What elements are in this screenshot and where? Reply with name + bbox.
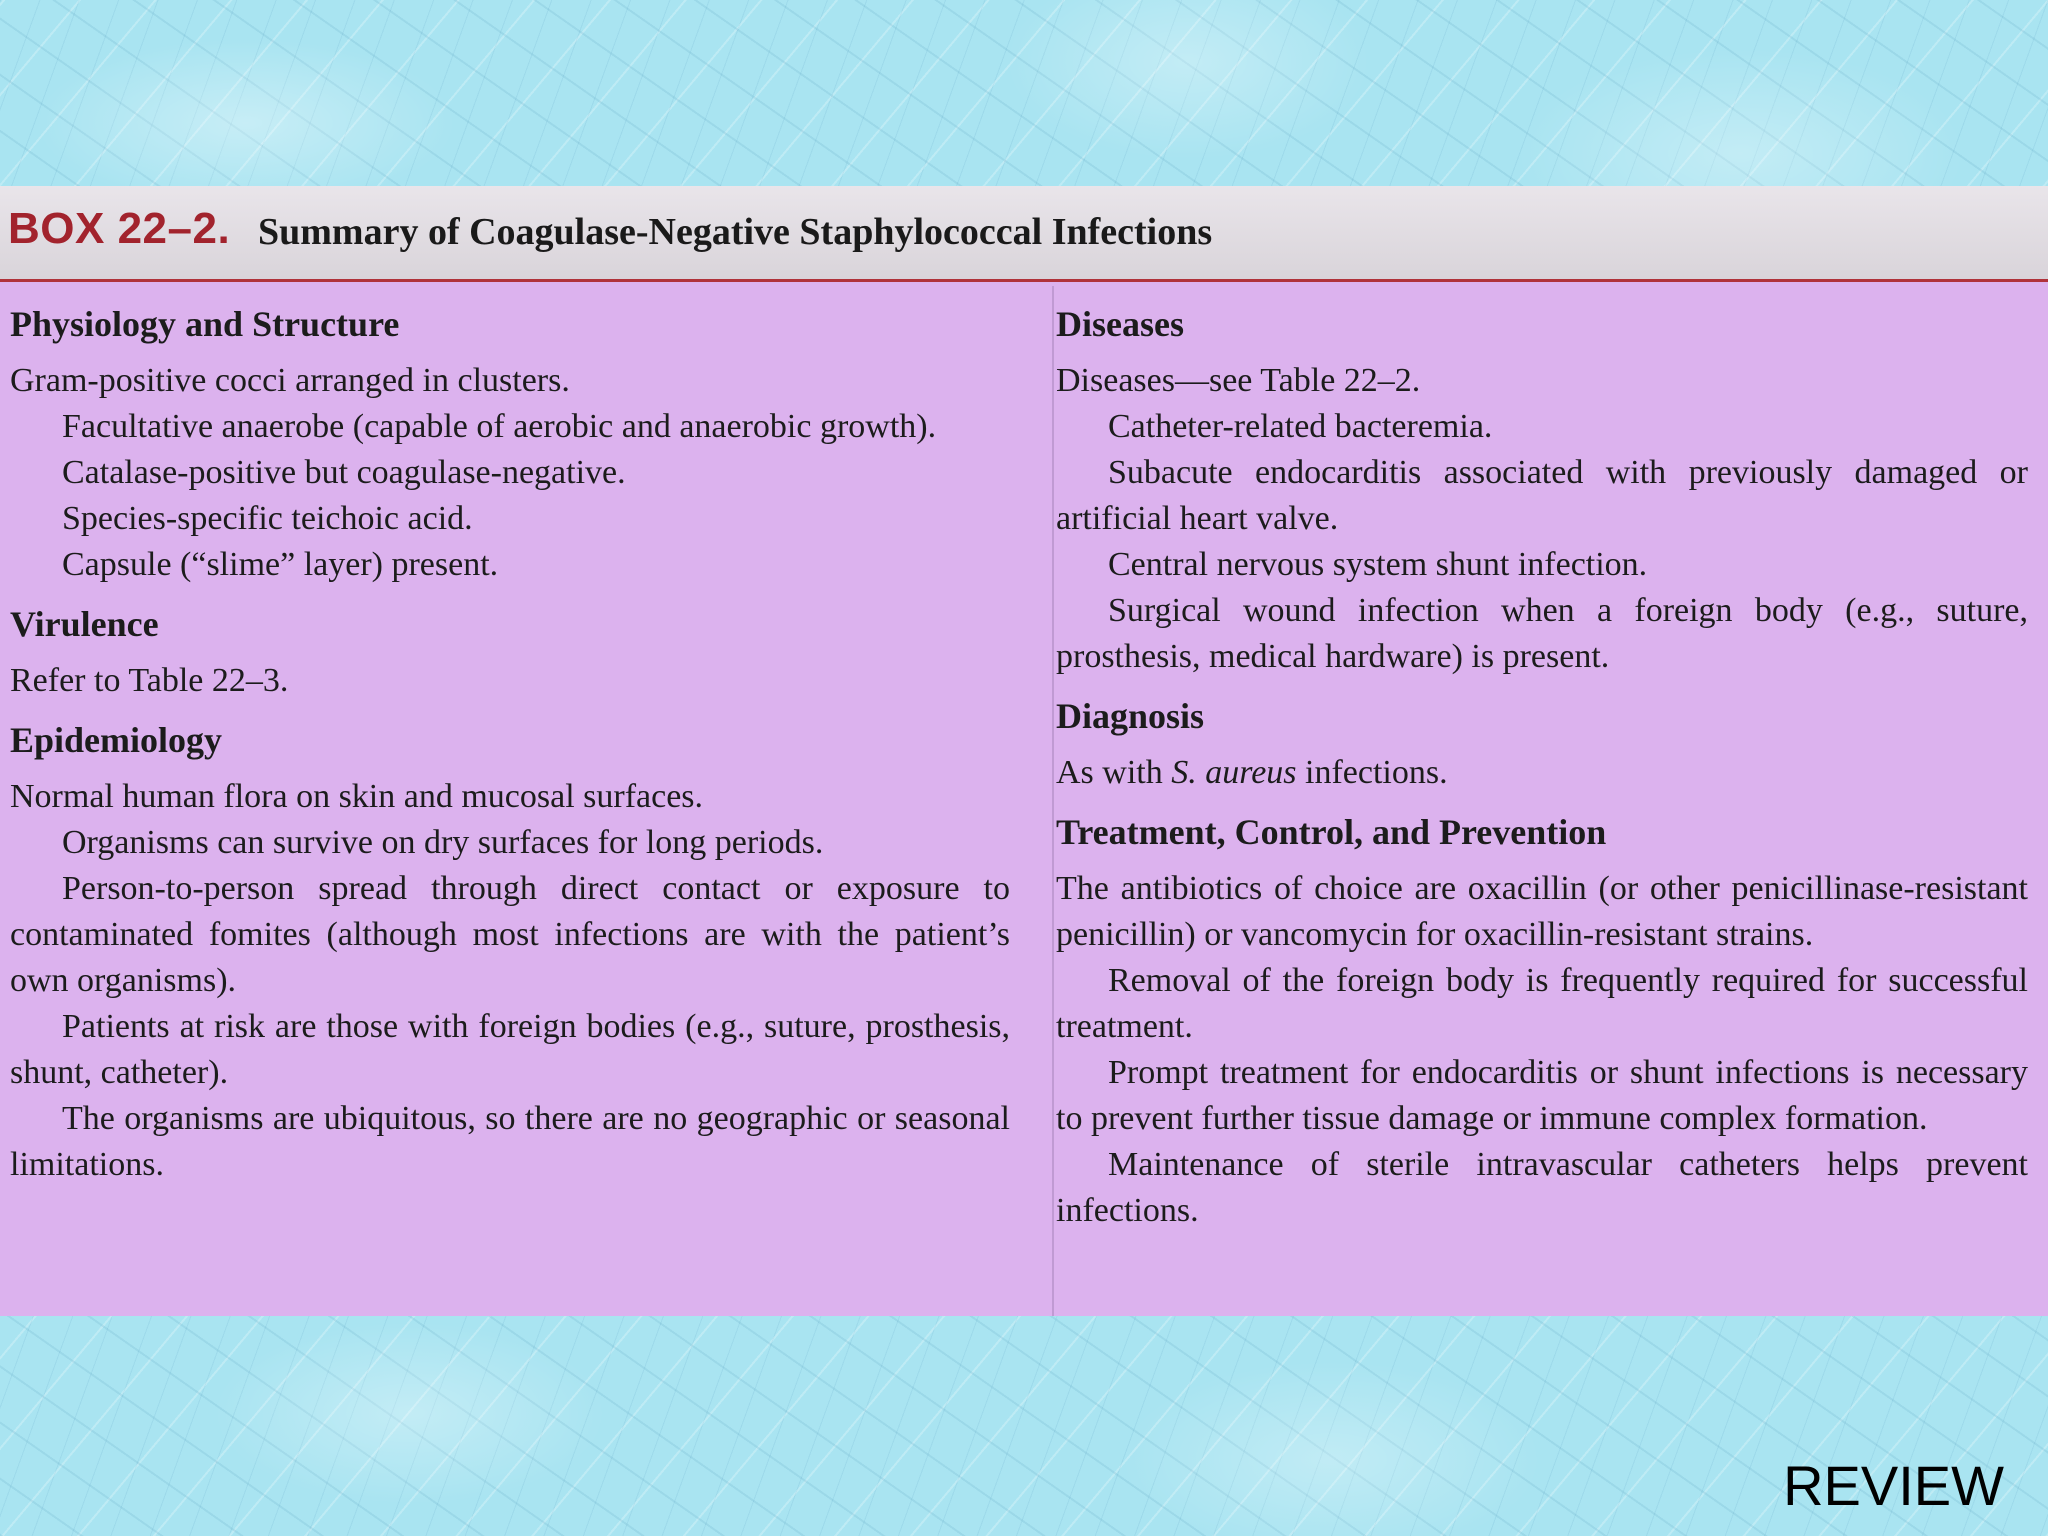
section-physiology xyxy=(10,300,1010,588)
left-column xyxy=(10,300,1010,1200)
paragraph: Surgical wound infection when a foreign body (e.g., suture, prosthesis, medical hardware) is present. xyxy=(1056,592,2028,675)
paragraph: Capsule (“slime” layer) present. xyxy=(62,546,499,583)
paragraph: Species-specific teichoic acid. xyxy=(62,500,473,537)
paragraph: Refer to Table 22–3. xyxy=(10,662,289,699)
section-heading: Virulence xyxy=(10,604,159,644)
section-heading: Treatment, Control, and Prevention xyxy=(1056,812,1607,852)
paragraph: Patients at risk are those with foreign bodies (e.g., suture, prosthesis, shunt, catheter). xyxy=(10,1008,1010,1091)
review-label: REVIEW xyxy=(1783,1454,2004,1517)
section-epidemiology xyxy=(10,716,1010,1188)
paragraph: The organisms are ubiquitous, so there are no geographic or seasonal limitations. xyxy=(10,1100,1010,1183)
section-virulence xyxy=(10,600,1010,704)
paragraph: Catheter-related bacteremia. xyxy=(1108,408,1493,445)
paragraph: Maintenance of sterile intravascular catheters helps prevent infections. xyxy=(1056,1146,2028,1229)
paragraph: Person-to-person spread through direct contact or exposure to contaminated fomites (although most infections are with the patient’s own organisms). xyxy=(10,870,1010,999)
organism-genus: S. xyxy=(1171,754,1197,791)
section-heading: Physiology and Structure xyxy=(10,304,400,344)
section-heading: Diseases xyxy=(1056,304,1184,344)
paragraph: Central nervous system shunt infection. xyxy=(1108,546,1648,583)
diagnosis-prefix: As with xyxy=(1056,754,1172,791)
summary-box xyxy=(0,186,2048,1316)
paragraph: Gram-positive cocci arranged in clusters. xyxy=(10,362,570,399)
section-heading: Epidemiology xyxy=(10,720,223,760)
paragraph: The antibiotics of choice are oxacillin (or other penicillinase-resistant penicillin) or vancomycin for oxacillin-resistant strains. xyxy=(1056,870,2028,953)
right-column xyxy=(1056,300,2028,1246)
section-heading: Diagnosis xyxy=(1056,696,1205,736)
box-number: BOX 22–2. xyxy=(8,204,231,253)
section-treatment xyxy=(1056,808,2028,1234)
organism-species: aureus xyxy=(1205,754,1297,791)
paragraph: Catalase-positive but coagulase-negative. xyxy=(62,454,626,491)
diagnosis-suffix: infections. xyxy=(1296,754,1448,791)
section-diagnosis xyxy=(1056,692,2028,796)
paragraph: Organisms can survive on dry surfaces for long periods. xyxy=(62,824,824,861)
paragraph: Normal human flora on skin and mucosal surfaces. xyxy=(10,778,704,815)
box-header xyxy=(0,186,2048,282)
paragraph xyxy=(1056,750,2028,796)
paragraph: Subacute endocarditis associated with previously damaged or artificial heart valve. xyxy=(1056,454,2028,537)
paragraph: Prompt treatment for endocarditis or shunt infections is necessary to prevent further tissue damage or immune complex formation. xyxy=(1056,1054,2028,1137)
paragraph: Facultative anaerobe (capable of aerobic and anaerobic growth). xyxy=(62,408,937,445)
section-diseases xyxy=(1056,300,2028,680)
column-divider xyxy=(1052,286,1054,1316)
paragraph: Removal of the foreign body is frequently required for successful treatment. xyxy=(1056,962,2028,1045)
box-title: Summary of Coagulase-Negative Staphylococcal Infections xyxy=(258,211,1213,253)
paragraph: Diseases—see Table 22–2. xyxy=(1056,362,1421,399)
